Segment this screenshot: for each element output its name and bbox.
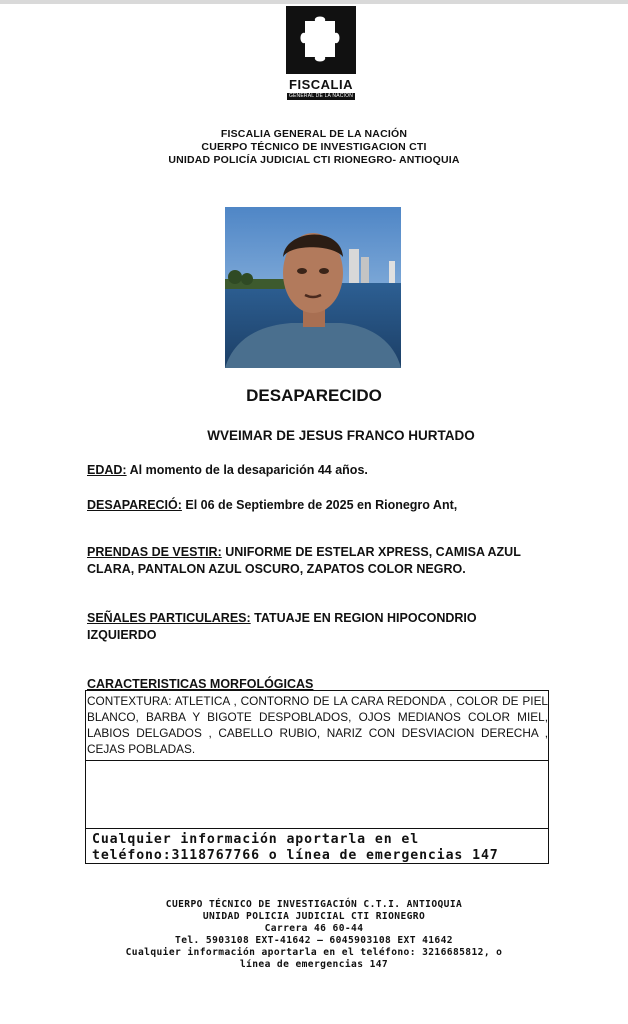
top-strip bbox=[0, 0, 628, 4]
empty-row bbox=[86, 761, 548, 829]
person-name: WVEIMAR DE JESUS FRANCO HURTADO bbox=[207, 428, 475, 443]
marks-field bbox=[87, 610, 547, 644]
disappeared-value: El 06 de Septiembre de 2025 en Rionegro Ant, bbox=[181, 498, 458, 512]
disappeared-field bbox=[87, 497, 457, 514]
morphology-description: CONTEXTURA: ATLETICA , CONTORNO DE LA CARA REDONDA , COLOR DE PIEL BLANCO, BARBA Y BIGOTE DESPOBLADOS, OJOS MEDIANOS COLOR MIEL, LABIOS DELGADOS , CABELLO RUBIO, NARIZ CON DESVIACION DERECHA , CEJAS POBLADAS. bbox=[86, 691, 548, 761]
missing-title: DESAPARECIDO bbox=[246, 386, 382, 405]
puzzle-piece-icon bbox=[286, 6, 356, 74]
logo-subtitle: GENERAL DE LA NACIÓN bbox=[288, 93, 354, 99]
footer-line: Tel. 5903108 EXT-41642 – 6045903108 EXT 41642 bbox=[175, 935, 453, 946]
footer-line: CUERPO TÉCNICO DE INVESTIGACIÓN C.T.I. ANTIOQUIA bbox=[165, 899, 463, 910]
header-line: FISCALIA GENERAL DE LA NACIÓN bbox=[220, 128, 408, 140]
footer-line: línea de emergencias 147 bbox=[239, 959, 389, 970]
logo-word: FISCALIA bbox=[289, 77, 353, 92]
header-line: UNIDAD POLICÍA JUDICIAL CTI RIONEGRO- ANTIOQUIA bbox=[168, 154, 460, 166]
header-line: CUERPO TÉCNICO DE INVESTIGACION CTI bbox=[201, 141, 427, 153]
clothing-label: PRENDAS DE VESTIR: bbox=[87, 545, 222, 559]
marks-label: SEÑALES PARTICULARES: bbox=[87, 611, 251, 625]
fiscalia-logo bbox=[286, 6, 356, 100]
footer-line: UNIDAD POLICIA JUDICIAL CTI RIONEGRO bbox=[202, 911, 426, 922]
age-field bbox=[87, 462, 368, 479]
disappeared-label: DESAPARECIÓ: bbox=[87, 498, 182, 512]
marks-value: TATUAJE EN REGION HIPOCONDRIO IZQUIERDO bbox=[87, 611, 477, 642]
age-value: Al momento de la desaparición 44 años. bbox=[126, 463, 368, 477]
clothing-value: UNIFORME DE ESTELAR XPRESS, CAMISA AZUL CLARA, PANTALON AZUL OSCURO, ZAPATOS COLOR NEGRO. bbox=[87, 545, 521, 576]
morphology-label: CARACTERISTICAS MORFOLÓGICAS bbox=[87, 677, 314, 691]
age-label: EDAD: bbox=[87, 463, 127, 477]
missing-person-photo bbox=[225, 207, 401, 368]
footer-line: Cualquier información aportarla en el teléfono: 3216685812, o bbox=[125, 947, 503, 958]
clothing-field bbox=[87, 544, 527, 578]
footer-line: Carrera 46 60-44 bbox=[264, 923, 364, 934]
footer bbox=[0, 899, 628, 971]
document-header bbox=[0, 128, 628, 167]
morphology-table bbox=[85, 690, 549, 864]
contact-info: Cualquier información aportarla en el teléfono:3118767766 o línea de emergencias 147 bbox=[92, 832, 499, 863]
